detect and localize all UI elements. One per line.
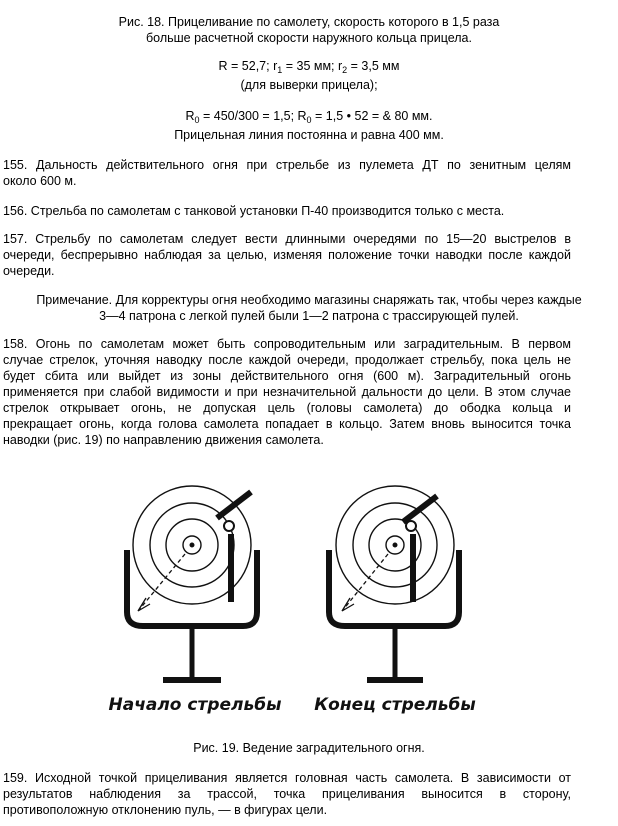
- formula-1: R = 52,7; $r_1 = 35$ мм; $r_2 = 3,5$ мм: [218, 59, 400, 75]
- fig19-caption: Рис. 19. Ведение заградительного огня.: [193, 741, 425, 755]
- sight-right-aircraft-wing: [403, 496, 437, 522]
- sight-left-center-dot: [190, 543, 194, 547]
- formula-2-note: Прицельная линия постоянна и равна 400 мм.: [174, 128, 444, 142]
- sight-right-center-dot: [393, 543, 397, 547]
- fig19-label-right: Конец стрельбы: [314, 695, 476, 715]
- sight-right: [329, 486, 459, 680]
- fig19-svg: [105, 470, 485, 726]
- fig18-caption: [0, 14, 618, 46]
- fig18-formula-2: [0, 108, 618, 143]
- paragraph-159: 159. Исходной точкой прицеливания является головная часть самолета. В зависимости от результатов наблюдения за трассой, точка прицеливания выносится в сторону, противоположную отклонению пуль, — в фигурах цели.: [3, 771, 571, 817]
- fig19-label-left: Начало стрельбы: [108, 695, 282, 715]
- sight-left: [127, 486, 257, 680]
- fig19-illustration: [105, 470, 485, 726]
- paragraph-156: 156. Стрельба по самолетам с танковой установки П-40 производится только с места.: [3, 204, 505, 218]
- paragraph-158: 158. Огонь по самолетам может быть сопроводительным или заградительным. В первом случае стрелок, уточняя наводку после каждой очереди, продолжает стрельбу, пока цель не будет сбита или выйдет из зоны действительного огня (600 м). Заградительный огонь применяется при слабой видимости и при незначительной дальности до цели. В этом случае стрелок открывает огонь, не допуская цель (головы самолета) до ободка кольца и прекращает огонь, когда голова самолета попадает в кольцо. Затем вновь выносится точка наводки (рис. 19) по направлению движения самолета.: [3, 337, 571, 447]
- fig18-formula-1: [0, 58, 618, 93]
- paragraph-157: 157. Стрельбу по самолетам следует вести длинными очередями по 15—20 выстрелов в очереди, беспрерывно наблюдая за целью, изменяя положение точки наводки после каждой очереди.: [3, 232, 571, 278]
- sight-left-bracket: [127, 550, 257, 626]
- sight-left-aircraft-head: [224, 521, 234, 531]
- paragraph-155: 155. Дальность действительного огня при стрельбе из пулемета ДТ по зенитным целям около 600 м.: [3, 158, 571, 188]
- fig18-caption-line-1: Рис. 18. Прицеливание по самолету, скорость которого в 1,5 раза: [118, 15, 500, 29]
- fig18-caption-line-2: больше расчетной скорости наружного кольца прицела.: [146, 31, 472, 45]
- formula-1-note: (для выверки прицела);: [240, 78, 378, 92]
- sight-left-aircraft-wing: [217, 492, 251, 518]
- sight-right-aircraft-head: [406, 521, 416, 531]
- sight-right-bracket: [329, 550, 459, 626]
- formula-2: $R_0 = 450/300 = 1,5$; $R_0 = 1,5$ • 52 = & 80 мм.: [185, 109, 433, 125]
- note: Примечание. Для корректуры огня необходимо магазины снаряжать так, чтобы через каждые 3—4 патрона с легкой пулей были 1—2 патрона с трассирующей пулей.: [36, 293, 582, 323]
